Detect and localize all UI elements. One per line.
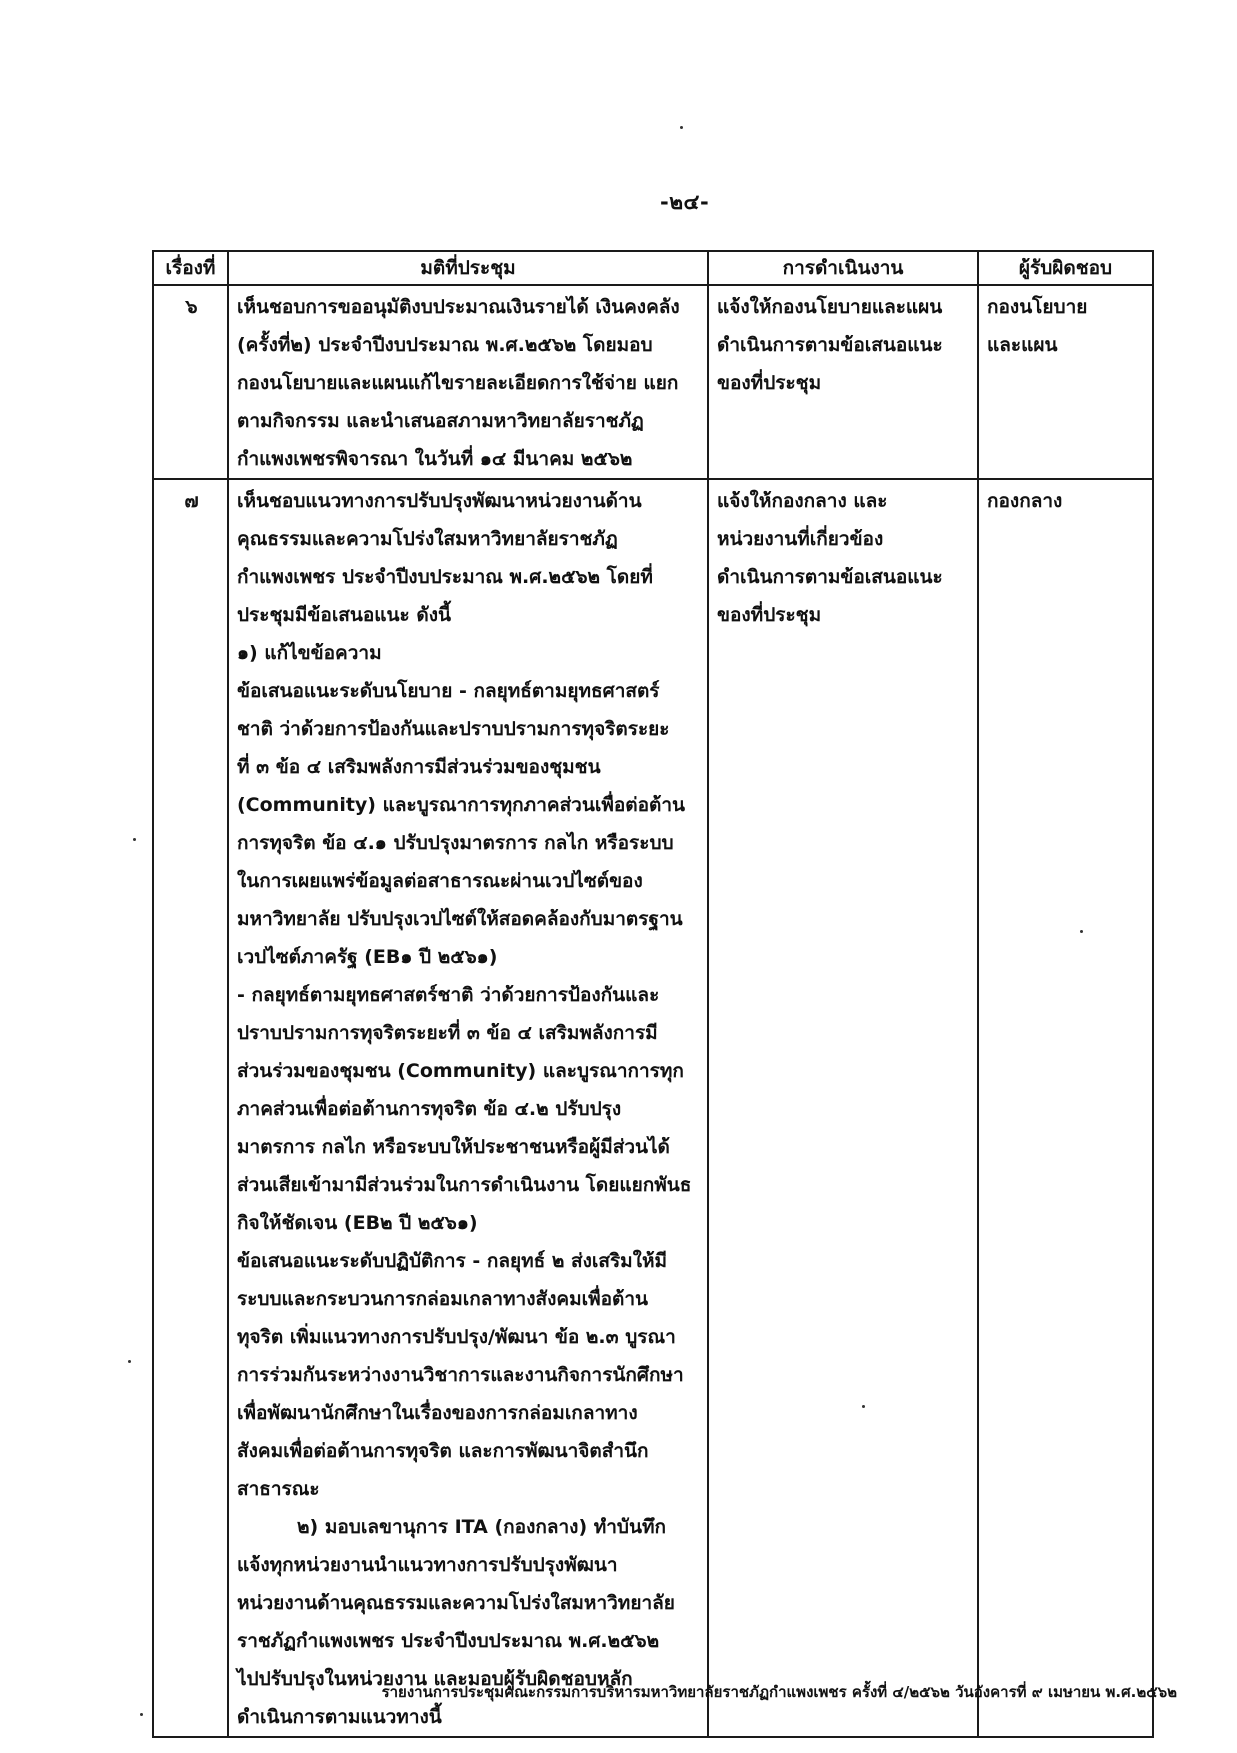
resolution-line: หน่วยงานด้านคุณธรรมและความโปร่งใสมหาวิทยาลัย [237,1592,675,1614]
scan-speck [140,1713,143,1716]
action-line: ดำเนินการตามข้อเสนอแนะ [717,334,943,356]
resolution-line: ส่วนเสียเข้ามามีส่วนร่วมในการดำเนินงาน โดยแยกพันธ [237,1174,692,1196]
resolution-line: ระบบและกระบวนการกล่อมเกลาทางสังคมเพื่อต้าน [237,1288,649,1310]
responsible-cell [978,479,1153,1737]
minutes-table [152,250,1154,1738]
scan-speck [128,1360,131,1363]
resolution-line: ทุจริต เพิ่มแนวทางการปรับปรุง/พัฒนา ข้อ ๒.๓ บูรณา [237,1326,676,1348]
resolution-line: กิจให้ชัดเจน (EB๒ ปี ๒๕๖๑) [237,1212,478,1234]
action-line: แจ้งให้กองกลาง และ [717,490,888,512]
resolution-line: ๑) แก้ไขข้อความ [237,642,382,664]
resolution-line: ประชุมมีข้อเสนอแนะ ดังนี้ [237,604,451,626]
resolution-line: ตามกิจกรรม และนำเสนอสภามหาวิทยาลัยราชภัฏ [237,410,644,432]
resolution-line: (Community) และบูรณาการทุกภาคส่วนเพื่อต่อต้าน [237,794,686,816]
header-responsible: ผู้รับผิดชอบ [978,251,1153,285]
resolution-line: ดำเนินการตามแนวทางนี้ [237,1706,442,1728]
resolution-line: ไปปรับปรุงในหน่วยงาน และมอบผู้รับผิดชอบหลัก [237,1668,633,1690]
responsible-cell [978,285,1153,479]
action-line: ดำเนินการตามข้อเสนอแนะ [717,566,943,588]
resolution-line: ปราบปรามการทุจริตระยะที่ ๓ ข้อ ๔ เสริมพลังการมี [237,1022,658,1044]
resolution-line: ที่ ๓ ข้อ ๔ เสริมพลังการมีส่วนร่วมของชุมชน [237,756,601,778]
table-header-row [153,251,1153,285]
header-item-no: เรื่องที่ [153,251,228,285]
resolution-line: (ครั้งที่๒) ประจำปีงบประมาณ พ.ศ.๒๕๖๒ โดยมอบ [237,334,653,356]
resolution-line: ข้อเสนอแนะระดับนโยบาย - กลยุทธ์ตามยุทธศาสตร์ [237,680,660,702]
responsible-line: และแผน [987,334,1058,356]
responsible-line: กองนโยบาย [987,296,1088,318]
resolution-line: กำแพงเพชร ประจำปีงบประมาณ พ.ศ.๒๕๖๒ โดยที่ [237,566,653,588]
scan-speck [862,1405,865,1408]
resolution-line: สาธารณะ [237,1478,320,1500]
resolution-line: การทุจริต ข้อ ๔.๑ ปรับปรุงมาตรการ กลไก หรือระบบ [237,832,674,854]
resolution-cell [228,285,708,479]
table-row [153,285,1153,479]
resolution-line: มาตรการ กลไก หรือระบบให้ประชาชนหรือผู้มีส่วนได้ [237,1136,670,1158]
header-resolution: มติที่ประชุม [228,251,708,285]
document-footer: รายงานการประชุมคณะกรรมการบริหารมหาวิทยาลัยราชภัฏกำแพงเพชร ครั้งที่ ๔/๒๕๖๒ วันอังคารที่ ๙ เมษายน พ.ศ.๒๕๖๒ [381,1683,1177,1701]
action-cell [708,479,978,1737]
resolution-line: เวปไซต์ภาครัฐ (EB๑ ปี ๒๕๖๑) [237,946,498,968]
resolution-line: ส่วนร่วมของชุมชน (Community) และบูรณาการทุก [237,1060,684,1082]
resolution-line: ชาติ ว่าด้วยการป้องกันและปราบปรามการทุจริตระยะ [237,718,670,740]
resolution-line: ๒) มอบเลขานุการ ITA (กองกลาง) ทำบันทึก [297,1516,667,1538]
resolution-line: สังคมเพื่อต่อต้านการทุจริต และการพัฒนาจิตสำนึก [237,1440,649,1462]
action-line: แจ้งให้กองนโยบายและแผน [717,296,943,318]
action-line: หน่วยงานที่เกี่ยวข้อง [717,528,884,550]
resolution-line: คุณธรรมและความโปร่งใสมหาวิทยาลัยราชภัฏ [237,528,618,550]
resolution-line: กองนโยบายและแผนแก้ไขรายละเอียดการใช้จ่าย แยก [237,372,679,394]
resolution-line: ในการเผยแพร่ข้อมูลต่อสาธารณะผ่านเวปไซต์ของ [237,870,643,892]
header-action: การดำเนินงาน [708,251,978,285]
resolution-line: แจ้งทุกหน่วยงานนำแนวทางการปรับปรุงพัฒนา [237,1554,618,1576]
resolution-line: การร่วมกันระหว่างงานวิชาการและงานกิจการนักศึกษา [237,1364,684,1386]
action-cell [708,285,978,479]
table-row [153,479,1153,1737]
resolution-line: ข้อเสนอแนะระดับปฏิบัติการ - กลยุทธ์ ๒ ส่งเสริมให้มี [237,1250,668,1272]
scan-speck [133,838,136,841]
responsible-line: กองกลาง [987,490,1063,512]
scan-speck [1080,930,1083,933]
page-number: -๒๔- [660,190,710,214]
item-number: ๗ [153,479,228,1737]
resolution-line: ภาคส่วนเพื่อต่อต้านการทุจริต ข้อ ๔.๒ ปรับปรุง [237,1098,622,1120]
resolution-line: เห็นชอบแนวทางการปรับปรุงพัฒนาหน่วยงานด้าน [237,490,642,512]
item-number: ๖ [153,285,228,479]
resolution-line: มหาวิทยาลัย ปรับปรุงเวปไซต์ให้สอดคล้องกับมาตรฐาน [237,908,683,930]
resolution-line: ราชภัฏกำแพงเพชร ประจำปีงบประมาณ พ.ศ.๒๕๖๒ [237,1630,660,1652]
scan-speck [680,126,683,129]
resolution-line: กำแพงเพชรพิจารณา ในวันที่ ๑๔ มีนาคม ๒๕๖๒ [237,448,633,470]
resolution-cell [228,479,708,1737]
action-line: ของที่ประชุม [717,604,822,626]
action-line: ของที่ประชุม [717,372,822,394]
resolution-line: - กลยุทธ์ตามยุทธศาสตร์ชาติ ว่าด้วยการป้องกันและ [237,984,660,1006]
resolution-line: เพื่อพัฒนานักศึกษาในเรื่องของการกล่อมเกลาทาง [237,1402,638,1424]
resolution-line: เห็นชอบการขออนุมัติงบประมาณเงินรายได้ เงินคงคลัง [237,296,680,318]
